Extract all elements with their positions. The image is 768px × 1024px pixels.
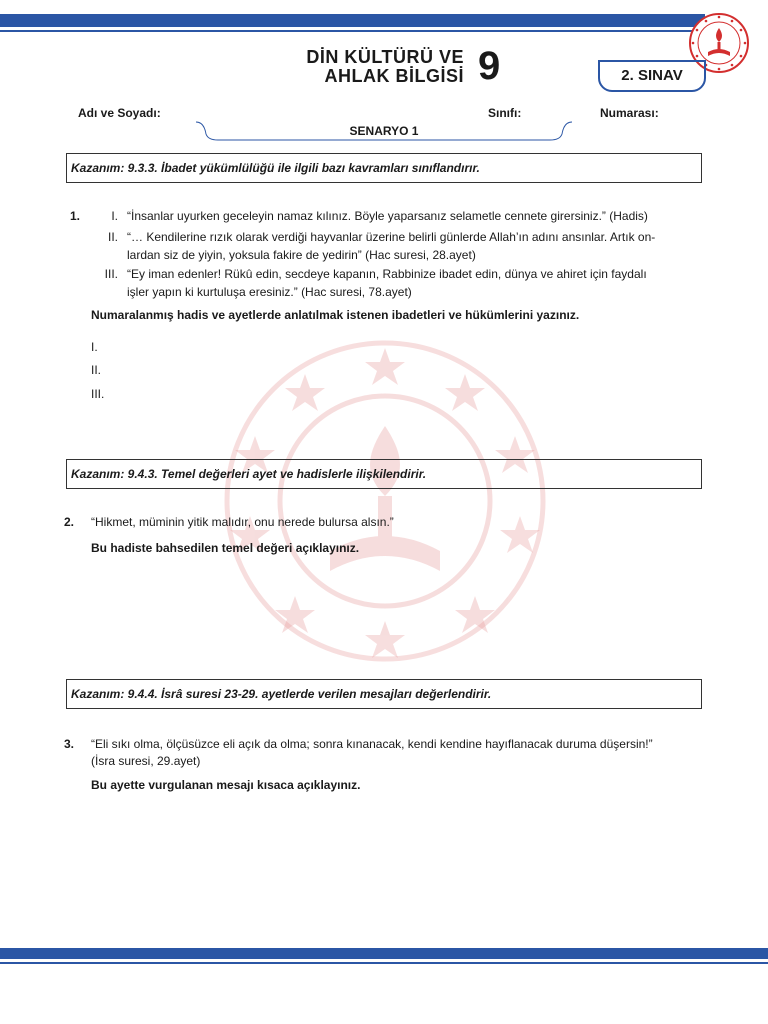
item-text-2a: “… Kendilerine rızık olarak verdiği hayvanlar üzerine belirli günlerde Allah’ın adını ansınlar. Artık on-	[127, 230, 656, 244]
answer-label-2: II.	[91, 363, 102, 377]
kazanim-box-1	[66, 153, 702, 183]
top-accent-line	[0, 30, 705, 32]
question-number-1: 1.	[70, 209, 81, 223]
kazanim-box-2	[66, 459, 702, 489]
quote-2: “Hikmet, müminin yitik malıdır, onu nerede bulursa alsın.”	[91, 515, 394, 529]
kazanim-box-3	[66, 679, 702, 709]
quote-3b: (İsra suresi, 29.ayet)	[91, 754, 201, 768]
grade-number: 9	[478, 44, 501, 88]
name-label: Adı ve Soyadı:	[78, 106, 161, 120]
question-number-2: 2.	[64, 515, 75, 529]
kazanim-text-2: Kazanım: 9.4.3. Temel değerleri ayet ve hadislerle ilişkilendirir.	[71, 467, 427, 481]
kazanim-text-1: Kazanım: 9.3.3. İbadet yükümlülüğü ile ilgili bazı kavramları sınıflandırır.	[71, 161, 480, 175]
answer-label-3: III.	[91, 387, 105, 401]
item-roman-3: III.	[104, 267, 118, 281]
top-accent-bar	[0, 14, 705, 27]
instruction-3: Bu ayette vurgulanan mesajı kısaca açıklayınız.	[91, 778, 361, 792]
question-number-3: 3.	[64, 737, 75, 751]
item-text-3b: işler yapın ki kurtuluşa eresiniz.” (Hac suresi, 78.ayet)	[127, 285, 412, 299]
ministry-watermark-icon	[220, 336, 550, 666]
exam-badge	[598, 60, 706, 92]
kazanim-text-3: Kazanım: 9.4.4. İsrâ suresi 23-29. ayetlerde verilen mesajları değerlendirir.	[71, 687, 492, 701]
number-label: Numarası:	[600, 106, 659, 120]
answer-label-1: I.	[91, 340, 98, 354]
class-label: Sınıfı:	[488, 106, 522, 120]
item-text-1: “İnsanlar uyurken geceleyin namaz kılınız. Böyle yaparsanız selametle cennete girersiniz.” (Hadis)	[127, 209, 648, 223]
title-line-1: DİN KÜLTÜRÜ VE	[306, 47, 464, 67]
item-roman-1: I.	[111, 209, 118, 223]
bottom-accent-bar	[0, 948, 768, 959]
title-line-2: AHLAK BİLGİSİ	[324, 66, 464, 86]
item-text-2b: lardan siz de yiyin, yoksula fakire de yedirin” (Hac suresi, 28.ayet)	[127, 248, 476, 262]
instruction-2: Bu hadiste bahsedilen temel değeri açıklayınız.	[91, 541, 360, 555]
page-title	[284, 48, 464, 86]
item-text-3a: “Ey iman edenler! Rükû edin, secdeye kapanın, Rabbinize ibadet edin, dünya ve ahiret için faydalı	[127, 267, 647, 281]
instruction-1: Numaralanmış hadis ve ayetlerde anlatılmak istenen ibadetleri ve hükümlerini yazınız.	[91, 308, 580, 322]
bottom-accent-line	[0, 962, 768, 964]
quote-3a: “Eli sıkı olma, ölçüsüzce eli açık da olma; sonra kınanacak, kendi kendine hayıflanacak duruma düşersin!”	[91, 737, 653, 751]
item-roman-2: II.	[107, 230, 118, 244]
exam-label: 2. SINAV	[621, 67, 683, 84]
scenario-title: SENARYO 1	[349, 124, 419, 138]
